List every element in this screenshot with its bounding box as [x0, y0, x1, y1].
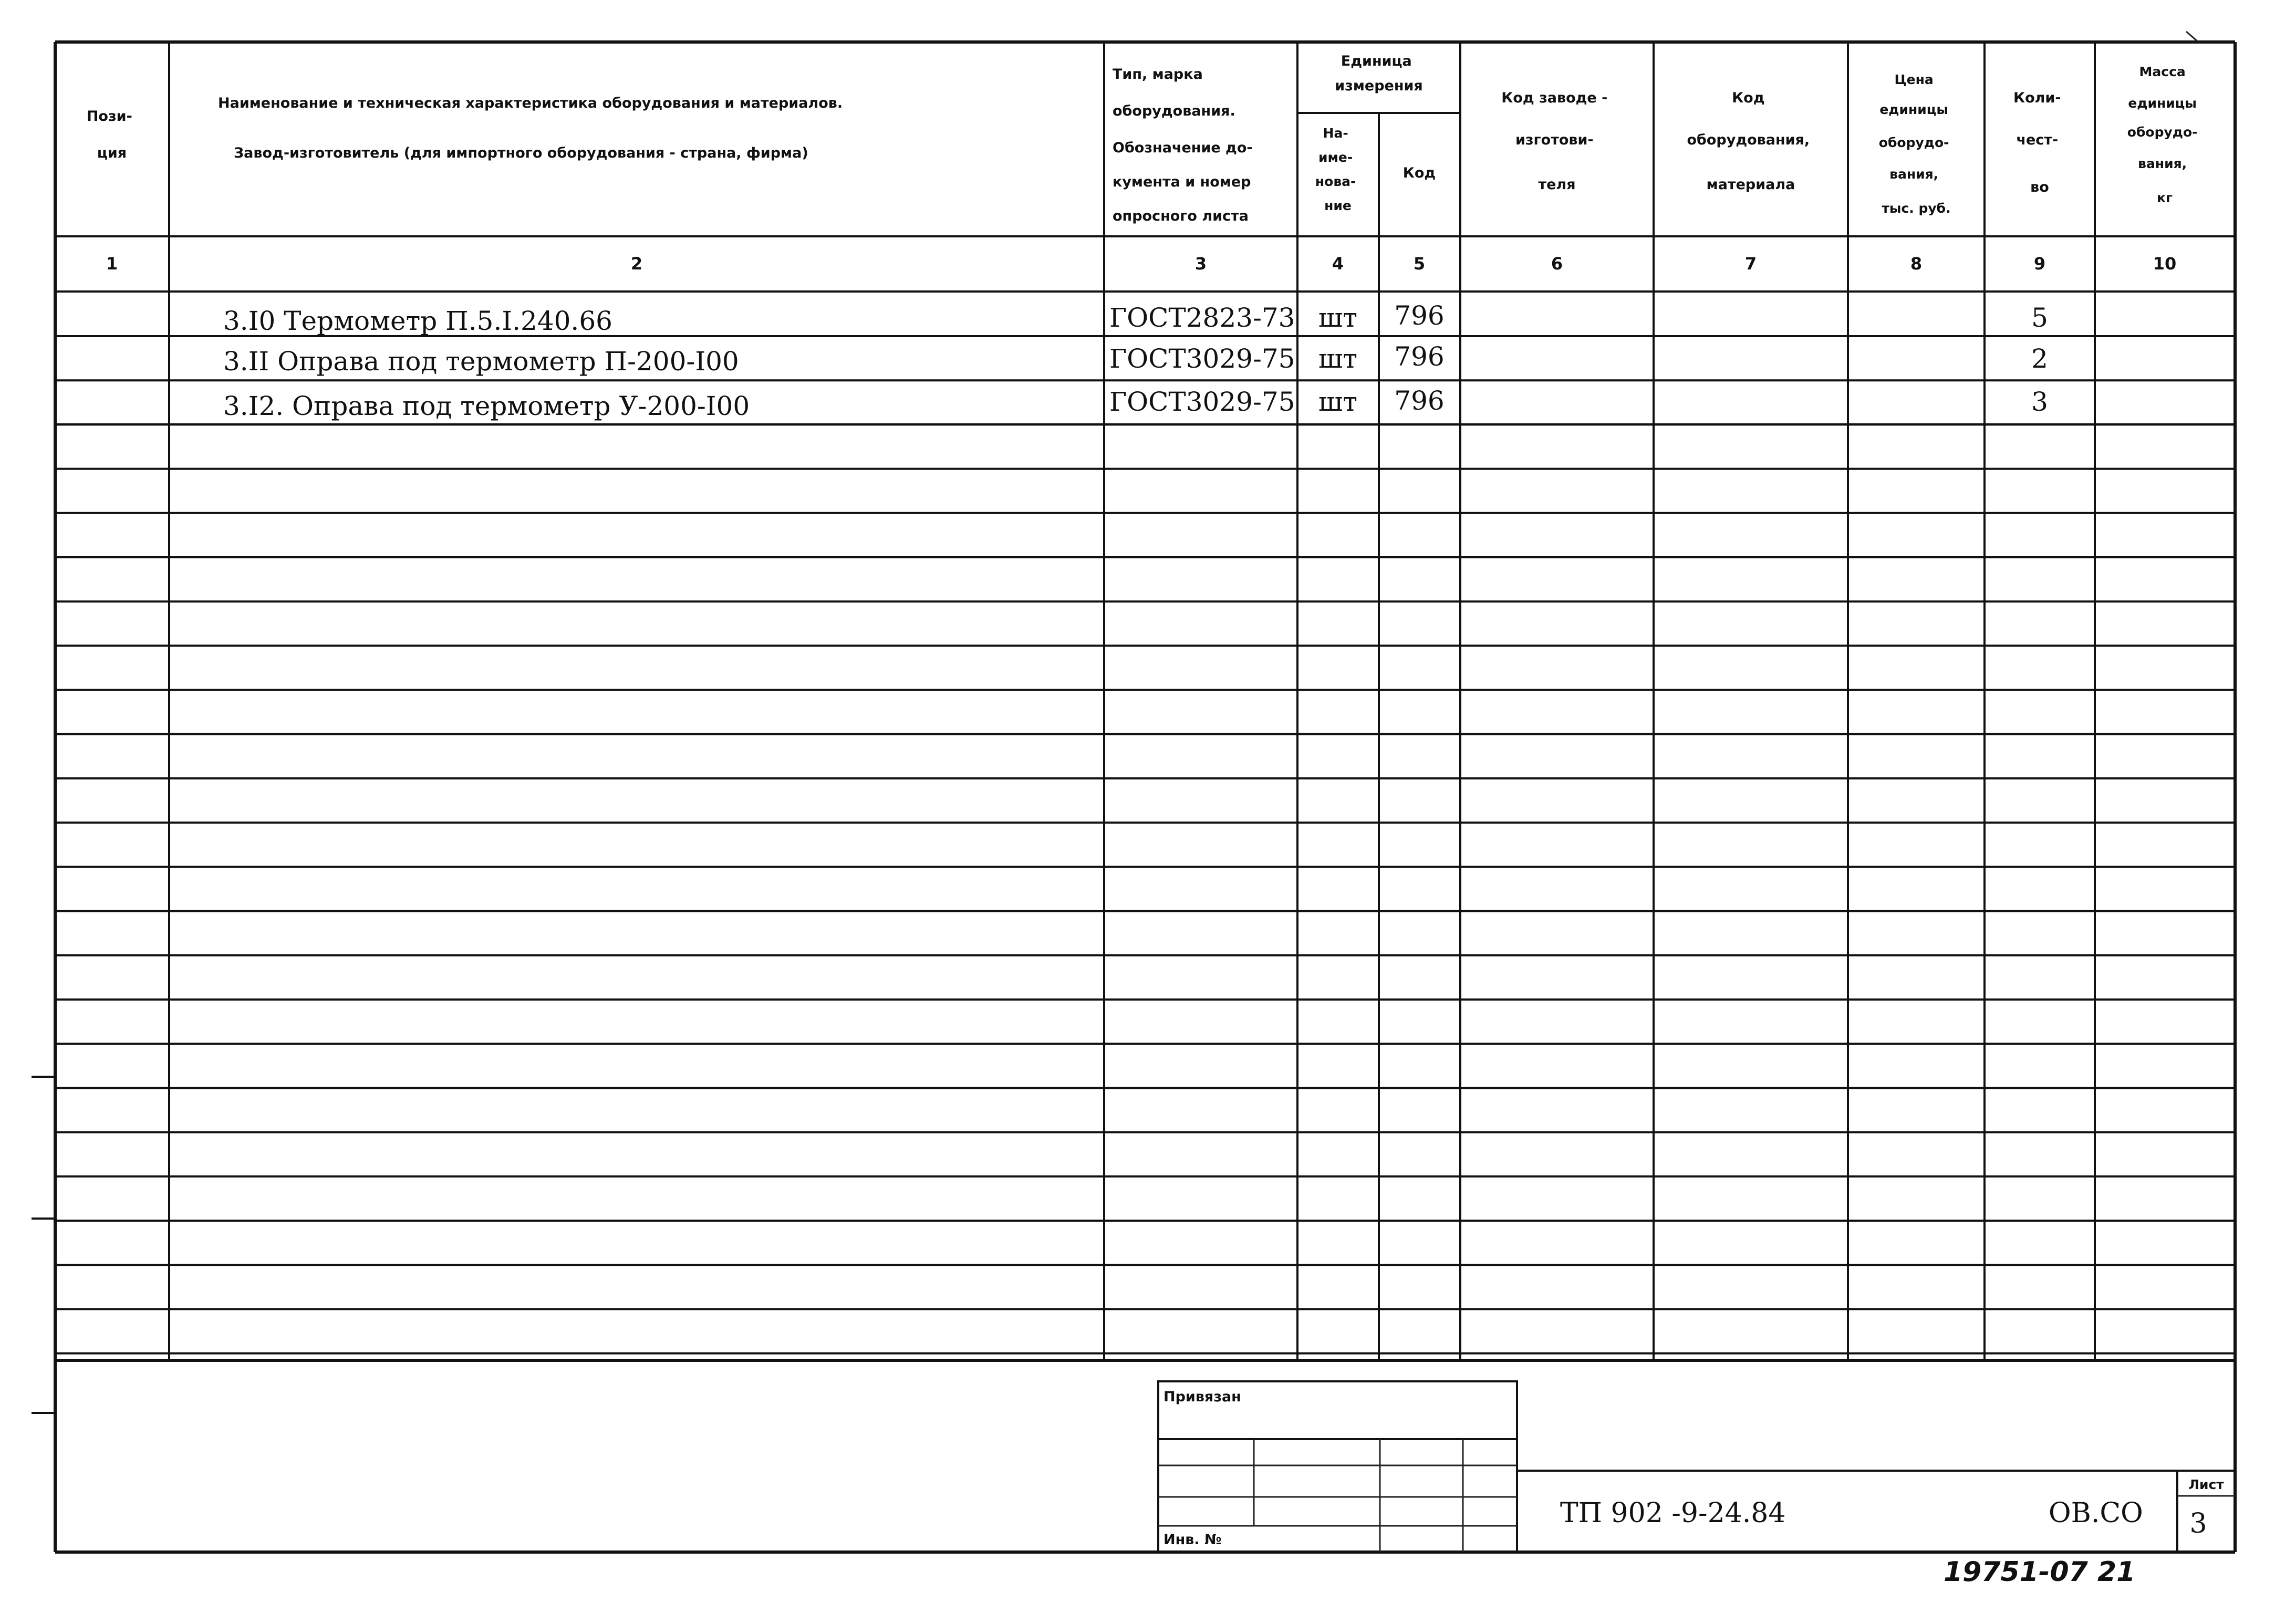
- row-name: 3.I2. Оправа под термометр У-200-I00: [223, 391, 750, 421]
- row-code: 796: [1394, 341, 1445, 372]
- table-row: [223, 386, 2048, 421]
- handwritten-note: 19751-07 21: [1944, 1556, 2136, 1588]
- header-unit-group: Единица измерения: [1335, 53, 1423, 94]
- column-number: 8: [1910, 254, 1923, 274]
- header-quantity: Коли- чест- во: [2013, 90, 2061, 195]
- header-unit-code: Код: [1402, 165, 1436, 181]
- column-number: 9: [2033, 254, 2046, 274]
- header-unit-price: Цена единицы оборудо- вания, тыс. руб.: [1878, 72, 1951, 216]
- table-frame: [55, 42, 2235, 1552]
- column-dividers: [169, 42, 2095, 1360]
- sheet-label: Лист: [2188, 1477, 2224, 1492]
- document-number: ТП 902 -9-24.84: [1560, 1497, 1786, 1529]
- row-code: 796: [1394, 386, 1445, 416]
- document-code: ОВ.СО: [2049, 1497, 2143, 1529]
- header-type: Тип, марка оборудования. Обозначение до- кумента и номер опросного листа: [1113, 66, 1253, 224]
- column-number: 3: [1194, 254, 1207, 274]
- header-equipment-code: Код оборудования, материала: [1687, 90, 1810, 193]
- row-unit: шт: [1318, 387, 1358, 417]
- row-unit: шт: [1318, 344, 1358, 374]
- header-unit-mass: Масса единицы оборудо- вания, кг: [2127, 64, 2198, 205]
- margin-ticks: [32, 32, 2198, 1413]
- sheet-number: 3: [2189, 1508, 2207, 1539]
- row-document: ГОСТ3029-75: [1109, 344, 1295, 374]
- table-header: [87, 53, 2202, 224]
- column-numbers: [106, 254, 2176, 274]
- bound-label: Привязан: [1163, 1389, 1241, 1405]
- header-unit-name: На- име- нова- ние: [1315, 126, 1356, 213]
- inventory-label: Инв. №: [1163, 1532, 1222, 1548]
- row-document: ГОСТ2823-73: [1109, 303, 1295, 333]
- row-unit: шт: [1318, 303, 1358, 333]
- header-name: Наименование и техническая характеристика оборудования и материалов. Завод-изготовитель (для импортного оборудования - страна, фирма): [218, 95, 843, 161]
- row-quantity: 3: [2031, 387, 2048, 417]
- table-row: [223, 300, 2048, 336]
- header-position: Пози- ция: [86, 108, 132, 161]
- row-code: 796: [1394, 300, 1445, 331]
- header-manufacturer-code: Код заводе - изготови- теля: [1501, 90, 1608, 193]
- title-block: [1158, 1381, 2235, 1552]
- column-number: 6: [1551, 254, 1563, 274]
- column-number: 5: [1413, 254, 1426, 274]
- column-number: 7: [1744, 254, 1757, 274]
- column-number: 1: [106, 254, 118, 274]
- row-quantity: 2: [2031, 344, 2048, 374]
- row-name: 3.I0 Термометр П.5.I.240.66: [223, 306, 612, 336]
- row-quantity: 5: [2031, 303, 2048, 333]
- column-number: 4: [1332, 254, 1344, 274]
- column-number: 2: [630, 254, 643, 274]
- column-number: 10: [2153, 254, 2177, 274]
- table-row: [223, 341, 2048, 377]
- row-lines: [55, 336, 2235, 1354]
- row-document: ГОСТ3029-75: [1109, 387, 1295, 417]
- row-name: 3.II Оправа под термометр П-200-I00: [223, 346, 739, 377]
